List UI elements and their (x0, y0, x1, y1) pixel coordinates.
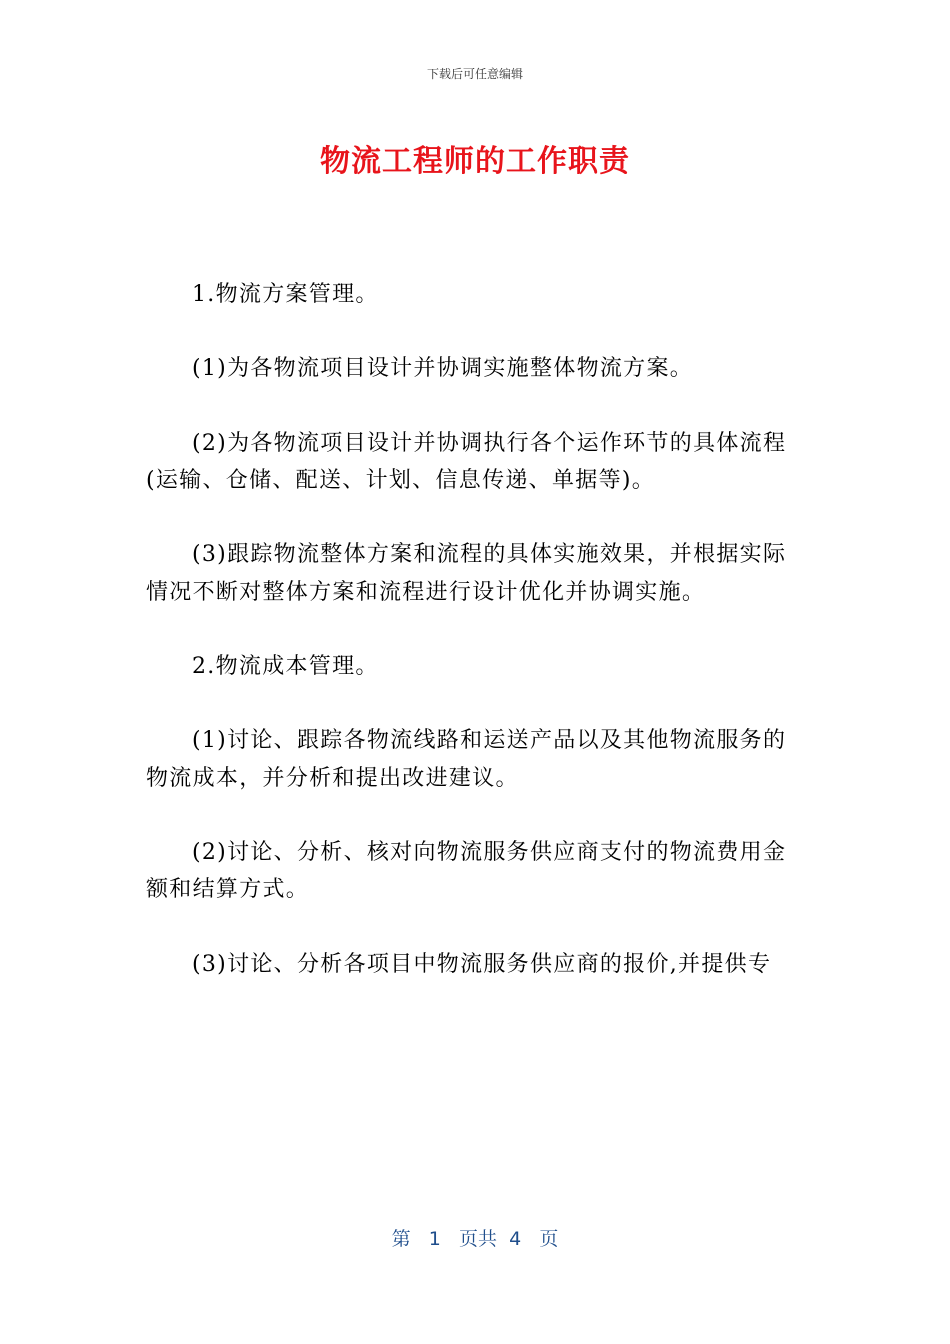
paragraph-section-2-item-2: (2)讨论、分析、核对向物流服务供应商支付的物流费用金额和结算方式。 (146, 839, 787, 903)
document-body (146, 276, 806, 983)
paragraph-section-2-heading: 2.物流成本管理。 (192, 653, 379, 679)
paragraph-section-2-item-1: (1)讨论、跟踪各物流线路和运送产品以及其他物流服务的物流成本，并分析和提出改进建议。 (146, 728, 787, 791)
document-title: 物流工程师的工作职责 (320, 144, 630, 179)
paragraph-section-1-item-2: (2)为各物流项目设计并协调执行各个运作环节的具体流程(运输、仓储、配送、计划、信息传递、单据等)。 (146, 430, 787, 493)
total-pages-number: 4 (509, 1228, 522, 1250)
current-page-number: 1 (428, 1228, 441, 1250)
page-footer (0, 1226, 950, 1252)
paragraph-section-2-item-3: (3)讨论、分析各项目中物流服务供应商的报价,并提供专 (192, 951, 772, 977)
paragraph-section-1-heading: 1.物流方案管理。 (192, 282, 379, 307)
paragraph-section-1-item-1: (1)为各物流项目设计并协调实施整体物流方案。 (192, 356, 694, 382)
footer-middle: 页共 (459, 1228, 498, 1250)
footer-prefix: 第 (391, 1228, 411, 1250)
header-note: 下载后可任意编辑 (426, 67, 523, 81)
footer-suffix: 页 (539, 1228, 559, 1250)
paragraph-section-1-item-3: (3)跟踪物流整体方案和流程的具体实施效果，并根据实际情况不断对整体方案和流程进行设计优化并协调实施。 (146, 542, 787, 605)
